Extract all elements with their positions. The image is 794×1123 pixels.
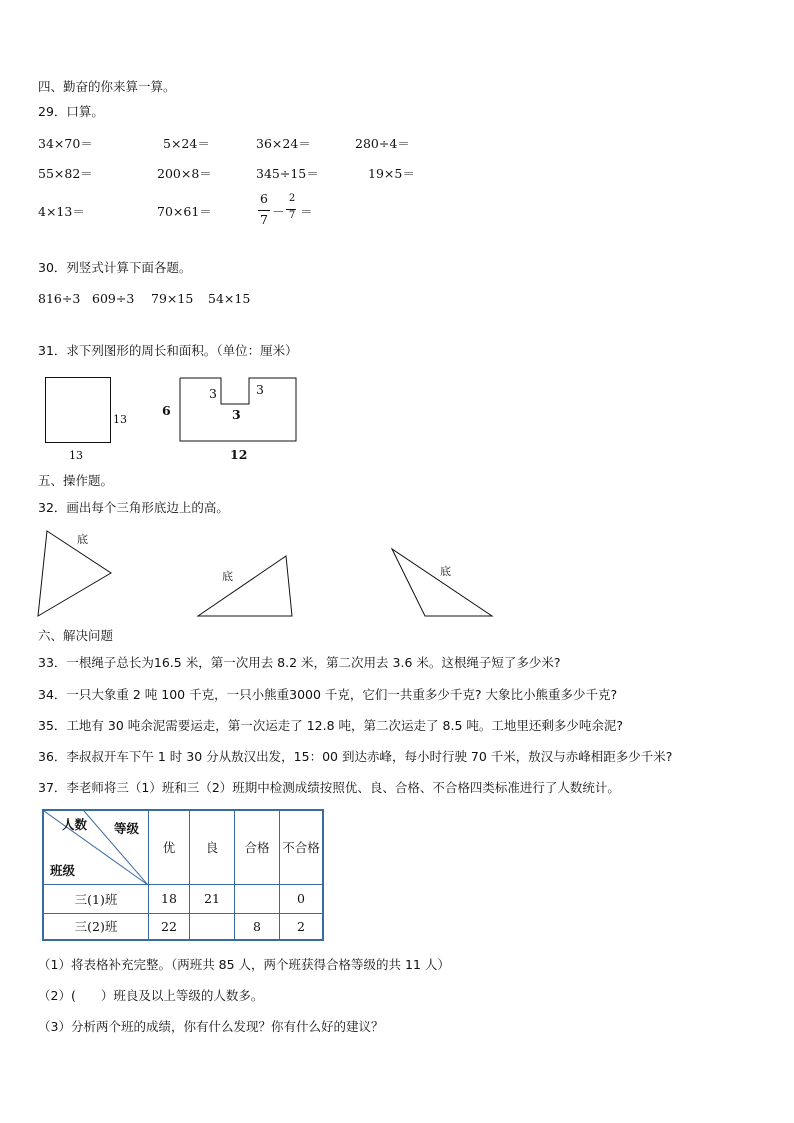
fraction-equals: ＝: [300, 204, 313, 219]
section5-heading: 五、操作题。: [38, 473, 114, 488]
fraction-a-denominator: 7: [260, 212, 268, 227]
q33-text: 33．一根绳子总长为16.5 米，第一次用去 8.2 米，第二次用去 3.6 米。这根绳子短了多少米?: [38, 655, 561, 670]
q30-label: 30．列竖式计算下面各题。: [38, 260, 192, 275]
corner-label-grade: 等级: [114, 821, 140, 836]
column-header: 不合格: [280, 810, 324, 884]
fraction-expression: [256, 191, 326, 231]
row-class-label: 三(2)班: [43, 913, 149, 940]
shape-notch-left-label: 3: [209, 386, 217, 401]
table-cell-blank[interactable]: [235, 884, 280, 913]
square-figure: [45, 377, 111, 443]
shape-notch-right-label: 3: [256, 382, 264, 397]
shape-left-label: 6: [162, 403, 171, 418]
q32-label: 32．画出每个三角形底边上的高。: [38, 500, 229, 515]
triangle-3: [392, 549, 492, 616]
q29-item: 34×70＝: [38, 136, 93, 151]
q29-item: 200×8＝: [157, 166, 212, 181]
table-cell: 21: [190, 884, 235, 913]
table-row: [43, 913, 323, 940]
column-header: 良: [190, 810, 235, 884]
table-corner-header: [43, 810, 149, 884]
triangle-2-base-label: 底: [222, 570, 233, 583]
triangle-1-base-label: 底: [77, 533, 88, 546]
q29-item: 4×13＝: [38, 204, 85, 219]
column-header: 优: [149, 810, 190, 884]
q29-item: 55×82＝: [38, 166, 93, 181]
triangles-figure: [30, 525, 510, 625]
q35-text: 35．工地有 30 吨余泥需要运走，第一次运走了 12.8 吨，第二次运走了 8.5 吨。工地里还剩多少吨余泥?: [38, 718, 623, 733]
corner-label-class: 班级: [50, 863, 76, 878]
q29-item: 19×5＝: [368, 166, 415, 181]
table-row: [43, 884, 323, 913]
q36-text: 36．李叔叔开车下午 1 时 30 分从敖汉出发，15：00 到达赤峰，每小时行驶 70 千米，敖汉与赤峰相距多少千米?: [38, 749, 673, 764]
table-cell-blank[interactable]: [190, 913, 235, 940]
triangle-1: [38, 531, 111, 616]
q29-item: 280÷4＝: [355, 136, 410, 151]
q37-sub1: （1）将表格补充完整。（两班共 85 人，两个班获得合格等级的共 11 人）: [38, 957, 450, 972]
square-side-bottom: 13: [69, 449, 83, 462]
q30-item: 79×15: [151, 291, 194, 306]
q29-item: 70×61＝: [157, 204, 212, 219]
q34-text: 34．一只大象重 2 吨 100 千克，一只小熊重3000 千克，它们一共重多少千克? 大象比小熊重多少千克?: [38, 687, 618, 702]
shape-notch-bottom-label: 3: [232, 407, 241, 422]
fraction-b-denominator: 7: [288, 210, 296, 221]
column-header: 合格: [235, 810, 280, 884]
fraction-bar: [258, 210, 270, 211]
table-cell: 22: [149, 913, 190, 940]
fraction-a-numerator: 6: [260, 191, 268, 206]
q29-item: 36×24＝: [256, 136, 311, 151]
triangle-3-base-label: 底: [440, 565, 451, 578]
q37-label: 37．李老师将三（1）班和三（2）班期中检测成绩按照优、良、合格、不合格四类标准进行了人数统计。: [38, 780, 620, 795]
q31-label: 31．求下列图形的周长和面积。（单位：厘米）: [38, 343, 298, 358]
q29-item: 345÷15＝: [256, 166, 319, 181]
q30-item: 609÷3: [92, 291, 135, 306]
section6-heading: 六、解决问题: [38, 628, 114, 643]
table-cell: 8: [235, 913, 280, 940]
q37-sub3: （3）分析两个班的成绩，你有什么发现？你有什么好的建议？: [38, 1019, 384, 1034]
q30-item: 54×15: [208, 291, 251, 306]
q29-item: 5×24＝: [163, 136, 210, 151]
section4-heading: 四、勤奋的你来算一算。: [38, 79, 176, 94]
triangle-2: [198, 556, 292, 616]
q37-sub2: （2）( ）班良及以上等级的人数多。: [38, 988, 264, 1003]
row-class-label: 三(1)班: [43, 884, 149, 913]
table-cell: 18: [149, 884, 190, 913]
corner-label-count: 人数: [62, 817, 88, 832]
q30-item: 816÷3: [38, 291, 81, 306]
fraction-operator: －: [272, 204, 285, 219]
q29-label: 29．口算。: [38, 104, 104, 119]
square-side-right: 13: [113, 413, 127, 426]
table-cell: 0: [280, 884, 324, 913]
score-table: [42, 809, 324, 941]
table-cell: 2: [280, 913, 324, 940]
shape-bottom-label: 12: [230, 447, 248, 462]
fraction-b-numerator: 2: [288, 193, 296, 204]
